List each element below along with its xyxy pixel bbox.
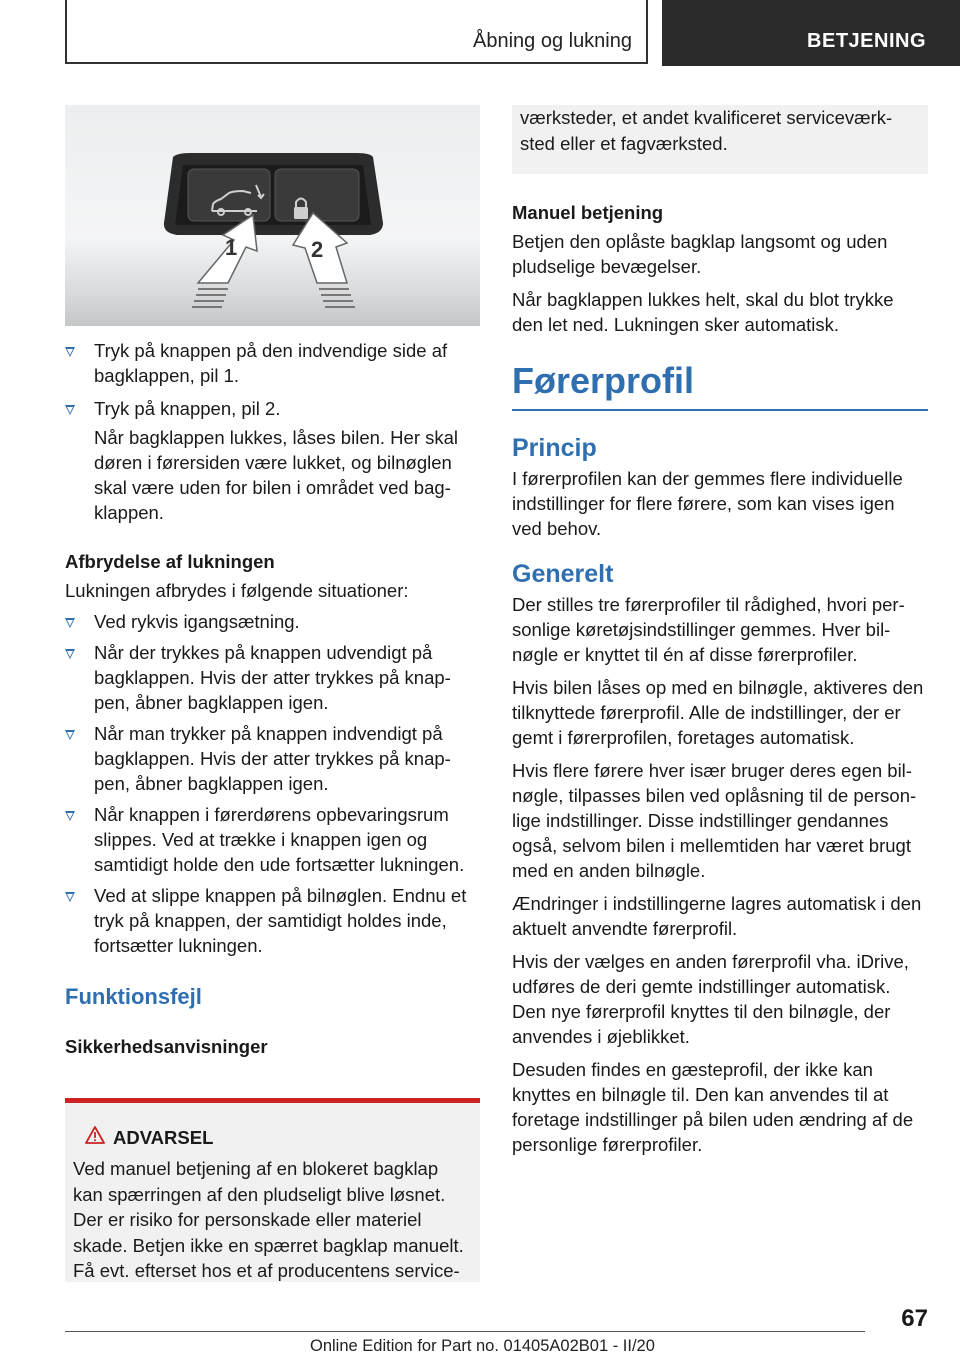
left-column [65, 338, 480, 1063]
title-divider [512, 409, 928, 411]
list-item-text: Ved at slippe knappen på bilnøglen. Endnu et tryk på knappen, der samtidigt holdes inde, fortsætter lukningen. [94, 885, 467, 956]
manual-paragraph: Når bagklappen lukkes helt, skal du blot trykke den let ned. Lukningen sker automatisk. [512, 289, 894, 335]
list-item-text: Når man trykker på knappen indvendigt på bagklappen. Hvis der atter trykkes på knap-pen, åbner bagklappen igen. [94, 723, 451, 794]
bullet-triangle-icon [65, 405, 75, 415]
general-paragraph: Hvis bilen låses op med en bilnøgle, aktiveres den tilknyttede førerprofil. Alle de indstillinger, der er gemt i førerprofilen, foretages automatisk. [512, 677, 924, 748]
principle-text: I førerprofilen kan der gemmes flere individuelle indstillinger for flere førere, som kan vises igen ved behov. [512, 468, 903, 539]
interrupt-heading: Afbrydelse af lukningen [65, 551, 275, 572]
footer-divider [65, 1331, 865, 1332]
list-item-text: Når knappen i førerdørens opbevaringsrum slippes. Ved at trække i knappen igen og samtidigt holde den ude fortsætter lukningen. [94, 804, 465, 875]
tailgate-buttons-illustration [65, 105, 480, 326]
warning-continued-text: værksteder, et andet kvalificeret serviceværk-sted eller et fagværksted. [520, 107, 893, 154]
list-item [65, 640, 480, 715]
list-item [65, 396, 480, 421]
interrupt-intro: Lukningen afbrydes i følgende situationer: [65, 580, 409, 601]
malfunction-heading: Funktionsfejl [65, 984, 202, 1009]
bullet-triangle-icon [65, 730, 75, 740]
warning-title [73, 1125, 472, 1150]
header-frame [65, 0, 648, 64]
profile-title: Førerprofil [512, 360, 695, 401]
chapter-title: Åbning og lukning [472, 30, 632, 52]
tailgate-buttons-figure [65, 105, 480, 326]
list-item [65, 883, 480, 958]
bullet-triangle-icon [65, 618, 75, 628]
general-paragraph: Hvis der vælges en anden førerprofil vha. iDrive, udføres de deri gemte indstillinger automatisk. Den nye førerprofil knyttes til den bilnøgle, der anvendes i øjeblikket. [512, 951, 909, 1047]
warning-continued-box [512, 105, 928, 174]
bullet-triangle-icon [65, 649, 75, 659]
general-paragraph: Hvis flere førere hver især bruger deres egen bil-nøgle, tilpasses bilen ved oplåsning til de person-lige indstillinger. Disse indstillinger gendannes også, selvom bilen i mellemtiden har været brugt med en anden bilnøgle. [512, 760, 917, 881]
bullet-triangle-icon [65, 347, 75, 357]
general-paragraph: Ændringer i indstillingerne lagres automatisk i den aktuelt anvendte førerprofil. [512, 893, 922, 939]
arrow-2-label: 2 [311, 237, 324, 262]
right-column [512, 105, 928, 1165]
manual-paragraph: Betjen den oplåste bagklap langsomt og uden pludselige bevægelser. [512, 231, 888, 277]
safety-heading: Sikkerhedsanvisninger [65, 1036, 268, 1057]
bullet-triangle-icon [65, 811, 75, 821]
warning-title-text: ADVARSEL [113, 1127, 214, 1148]
warning-box [65, 1098, 480, 1282]
principle-heading: Princip [512, 434, 597, 462]
lock-button [275, 169, 359, 221]
warning-triangle-icon [85, 1126, 105, 1144]
list-item-text: Tryk på knappen, pil 2. [94, 398, 281, 419]
list-item [65, 721, 480, 796]
warning-text: Ved manuel betjening af en blokeret bagklap kan spærringen af den pludseligt blive løsnet. Der er risiko for personskade eller materiel skade. Betjen ikke en spærret bagklap manuelt. Få evt. efterset hos et af producentens service- [73, 1158, 464, 1281]
list-item [65, 338, 480, 388]
arrow-1-label: 1 [225, 235, 238, 260]
edition-text: Online Edition for Part no. 01405A02B01 - II/20 [310, 1337, 655, 1355]
close-button [188, 169, 270, 221]
list-item-subtext: Når bagklappen lukkes, låses bilen. Her skal døren i førersiden være lukket, og bilnøglen skal være uden for bilen i området ved bag-klappen. [94, 427, 459, 523]
list-item-text: Tryk på knappen på den indvendige side af bagklappen, pil 1. [94, 340, 448, 386]
general-heading: Generelt [512, 560, 614, 588]
list-item-text: Ved rykvis igangsætning. [94, 611, 300, 632]
section-tab [662, 0, 960, 66]
page-number: 67 [901, 1305, 928, 1332]
list-item-text: Når der trykkes på knappen udvendigt på bagklappen. Hvis der atter trykkes på knap-pen, åbner bagklappen igen. [94, 642, 451, 713]
list-item [65, 609, 480, 634]
section-label: BETJENING [807, 30, 926, 52]
list-item [65, 802, 480, 877]
bullet-triangle-icon [65, 892, 75, 902]
manual-heading: Manuel betjening [512, 202, 664, 223]
general-paragraph: Desuden findes en gæsteprofil, der ikke kan knyttes en bilnøgle til. Den kan anvendes til at foretage indstillinger på bilen uden ændring af de personlige førerprofiler. [512, 1059, 914, 1155]
general-paragraph: Der stilles tre førerprofiler til rådighed, hvori per-sonlige køretøjsindstillinger gemmes. Hver bil-nøgle er knyttet til én af disse førerprofiler. [512, 594, 905, 665]
